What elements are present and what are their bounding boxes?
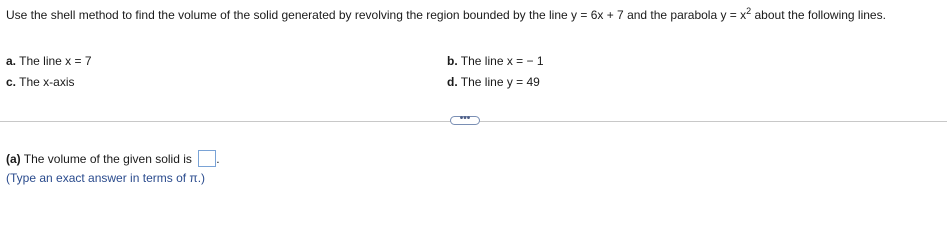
part-d-text: The line y = 49: [460, 75, 540, 89]
more-dots-icon: •••: [459, 113, 471, 124]
part-a: [6, 53, 92, 69]
problem-text: Use the shell method to find the volume of the solid generated by revolving the region bounded by the line y = 6x + 7 and the parabola y = x: [6, 8, 747, 22]
part-b: [447, 53, 544, 69]
problem-text-end: about the following lines.: [751, 8, 886, 22]
part-d-letter: d.: [447, 75, 458, 89]
answer-line: [6, 150, 220, 167]
part-a-letter: a.: [6, 54, 17, 68]
volume-answer-input[interactable]: [198, 150, 216, 167]
part-b-letter: b.: [447, 54, 458, 68]
part-c-letter: c.: [6, 75, 17, 89]
answer-suffix: .: [216, 151, 220, 166]
answer-hint: (Type an exact answer in terms of π.): [6, 171, 206, 185]
part-c-text: The x-axis: [19, 75, 75, 89]
part-d: [447, 74, 540, 90]
problem-exponent: 2: [746, 6, 752, 16]
problem-statement: [6, 7, 936, 23]
part-b-text: The line x = − 1: [460, 54, 544, 68]
answer-part-letter: (a): [6, 151, 21, 166]
answer-prompt: The volume of the given solid is: [20, 151, 196, 166]
part-a-text: The line x = 7: [19, 54, 92, 68]
part-c: [6, 74, 75, 90]
more-options-button[interactable]: [450, 113, 480, 125]
